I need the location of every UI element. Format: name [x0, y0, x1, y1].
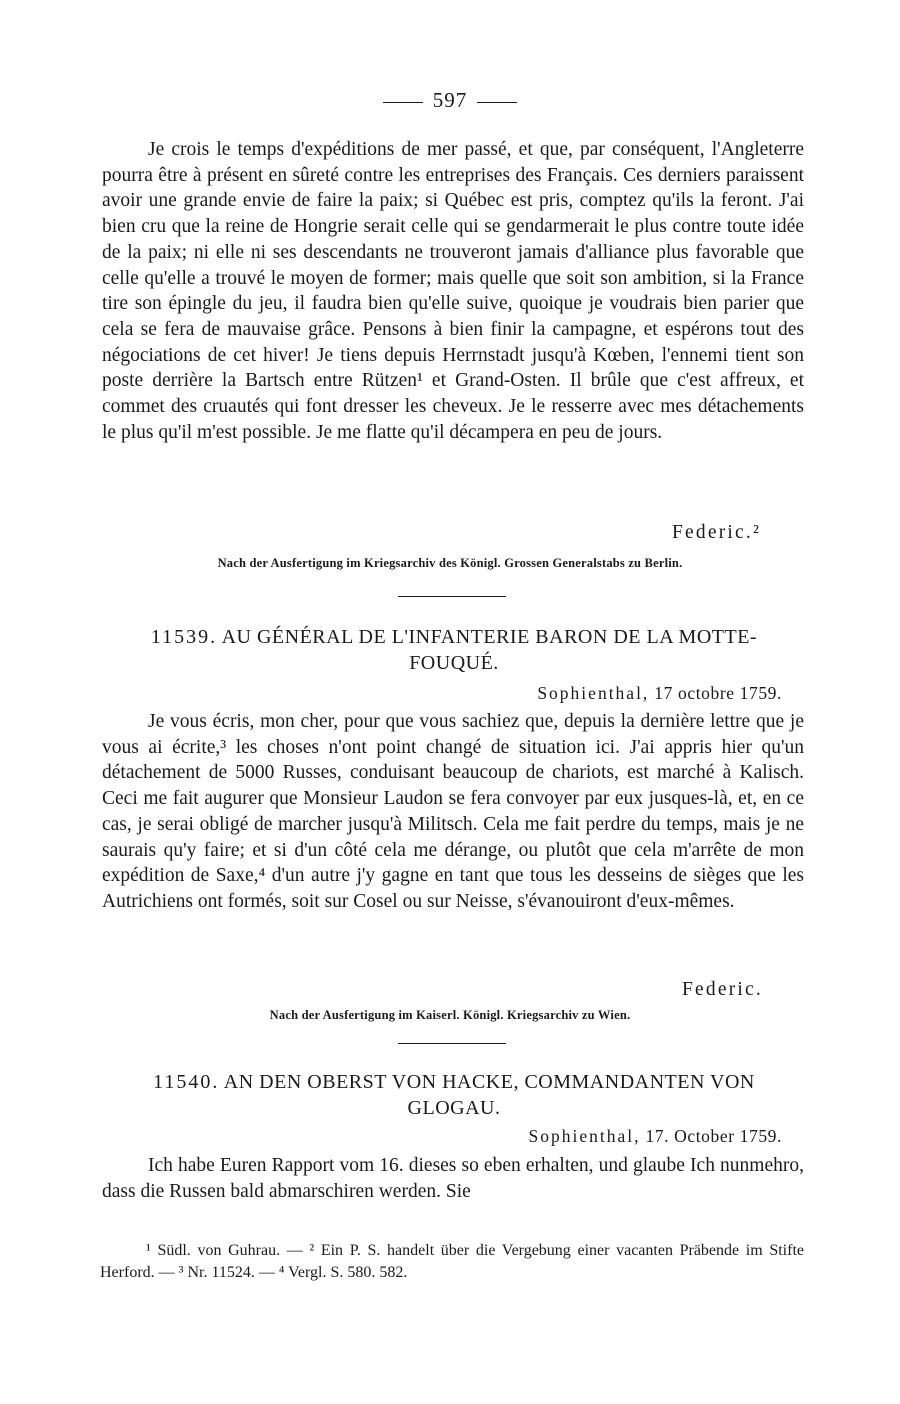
letter-11540-body [102, 1153, 804, 1204]
letter-11540-date: 17. October 1759. [645, 1126, 782, 1146]
footnotes-text: ¹ Südl. von Guhrau. — ² Ein P. S. handelt über die Vergebung einer vacanten Präbende im Stifte Herford. — ³ Nr. 11524. — ⁴ Vergl. S. 580. 582. [100, 1242, 804, 1281]
page-number-dash-left [383, 102, 423, 103]
letter-11539-number: 11539. [150, 626, 218, 648]
letter-11539-body [102, 709, 804, 915]
letter-11540-number: 11540. [153, 1071, 220, 1093]
section-divider [398, 1043, 506, 1044]
letter-11538-text: Je crois le temps d'expéditions de mer passé, et que, par conséquent, l'Angleterre pourra être à présent en sûreté contre les entreprises des Français. Ces derniers paraissent avoir une grande envie de faire la paix; si Québec est pris, comptez qu'ils la feront. J'ai bien cru que la reine de Hongrie serait celle qui se gendarmerait le plus contre toute idée de la paix; ni elle ni ses descendants ne trouveront jamais d'alliance plus favorable que celle qu'elle a trouvé le moyen de former; mais quelle que soit son ambition, si la France tire son épingle du jeu, il faudra bien qu'elle suive, quoique je voudrais bien parier que cela se fera de mauvaise grâce. Pensons à bien finir la campagne, et espérons tout des négociations de cet hiver! Je tiens depuis Herrnstadt jusqu'à Kœben, l'ennemi tient son poste derrière la Bartsch entre Rützen¹ et Grand-Osten. Il brûle que c'est affreux, et commet des cruautés qui font dresser les cheveux. Je le resserre avec mes détachements le plus qu'il m'est possible. Je me flatte qu'il décampera en peu de jours. [102, 139, 804, 443]
letter-11539-dateline [537, 683, 782, 704]
letter-11540-place: Sophienthal, [528, 1126, 641, 1146]
page-number-text: 597 [432, 88, 468, 112]
letter-11538-body [102, 137, 804, 445]
letter-11540-dateline [528, 1126, 782, 1147]
letter-11539-title: AU GÉNÉRAL DE L'INFANTERIE BARON DE LA MOTTE-FOUQUÉ. [221, 626, 758, 674]
letter-11538-signature: Federic.² [672, 522, 761, 543]
letter-11540-title: AN DEN OBERST VON HACKE, COMMANDANTEN VON GLOGAU. [223, 1071, 755, 1119]
page-number-dash-right [477, 102, 517, 103]
letter-11540-text: Ich habe Euren Rapport vom 16. dieses so eben erhalten, und glaube Ich nunmehro, dass die Russen bald abmarschiren werden. Sie [102, 1155, 804, 1202]
letter-11539-heading [120, 624, 788, 676]
letter-11539-source: Nach der Ausfertigung im Kaiserl. Königl. Kriegsarchiv zu Wien. [269, 1008, 631, 1022]
footnotes [100, 1240, 804, 1284]
letter-11539-place: Sophienthal, [537, 683, 650, 703]
letter-11539-signature: Federic. [682, 979, 763, 1000]
letter-11539-date: 17 octobre 1759. [654, 683, 782, 703]
letter-11539-text: Je vous écris, mon cher, pour que vous sachiez que, depuis la dernière lettre que je vous ai écrite,³ les choses n'ont point changé de situation ici. J'ai appris hier qu'un détachement de 5000 Russes, conduisant beaucoup de chariots, est marché à Kalisch. Ceci me fait augurer que Monsieur Laudon se fera convoyer par eux jusques-là, et, en ce cas, je serai obligé de marcher jusqu'à Militsch. Cela me fait perdre du temps, mais je ne saurais qu'y faire; et si d'un côté cela me dérange, ou plutôt que cela m'arrête de mon expédition de Saxe,⁴ d'un autre j'y gagne en tant que tous les desseins de sièges que les Autrichiens ont formés, soit sur Cosel ou sur Neisse, s'évanouiront d'eux-mêmes. [102, 711, 804, 912]
section-divider [398, 596, 506, 597]
page-number [0, 88, 900, 113]
letter-11538-source: Nach der Ausfertigung im Kriegsarchiv des Königl. Grossen Generalstabs zu Berlin. [217, 556, 683, 570]
letter-11540-heading [120, 1069, 788, 1121]
